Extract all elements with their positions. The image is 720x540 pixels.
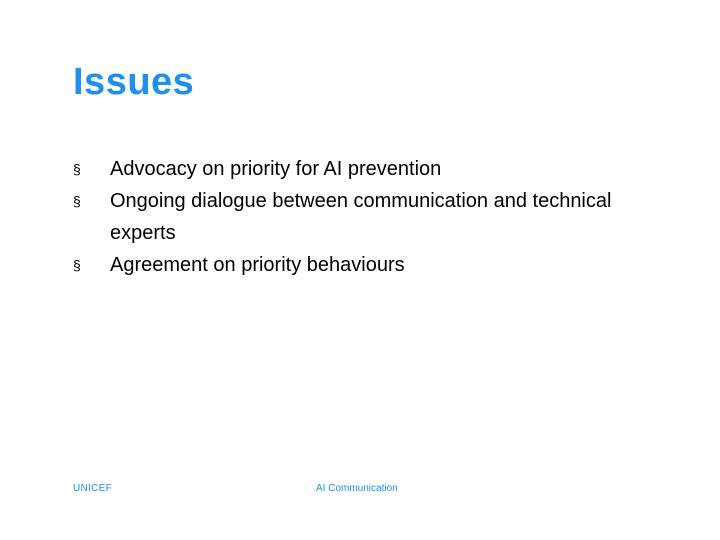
bullet-list <box>73 153 673 281</box>
footer-topic: AI Communication <box>316 483 398 494</box>
bullet-icon: § <box>73 257 81 273</box>
bullet-icon: § <box>73 193 81 209</box>
bullet-icon: § <box>73 161 81 177</box>
list-item <box>73 185 673 249</box>
list-item <box>73 249 673 281</box>
footer-organization: UNICEF <box>73 483 113 494</box>
slide-title: Issues <box>73 61 195 103</box>
list-item <box>73 153 673 185</box>
bullet-text: Advocacy on priority for AI prevention <box>110 158 442 180</box>
bullet-text: Ongoing dialogue between communication and technical experts <box>110 190 612 244</box>
bullet-text: Agreement on priority behaviours <box>110 254 405 276</box>
